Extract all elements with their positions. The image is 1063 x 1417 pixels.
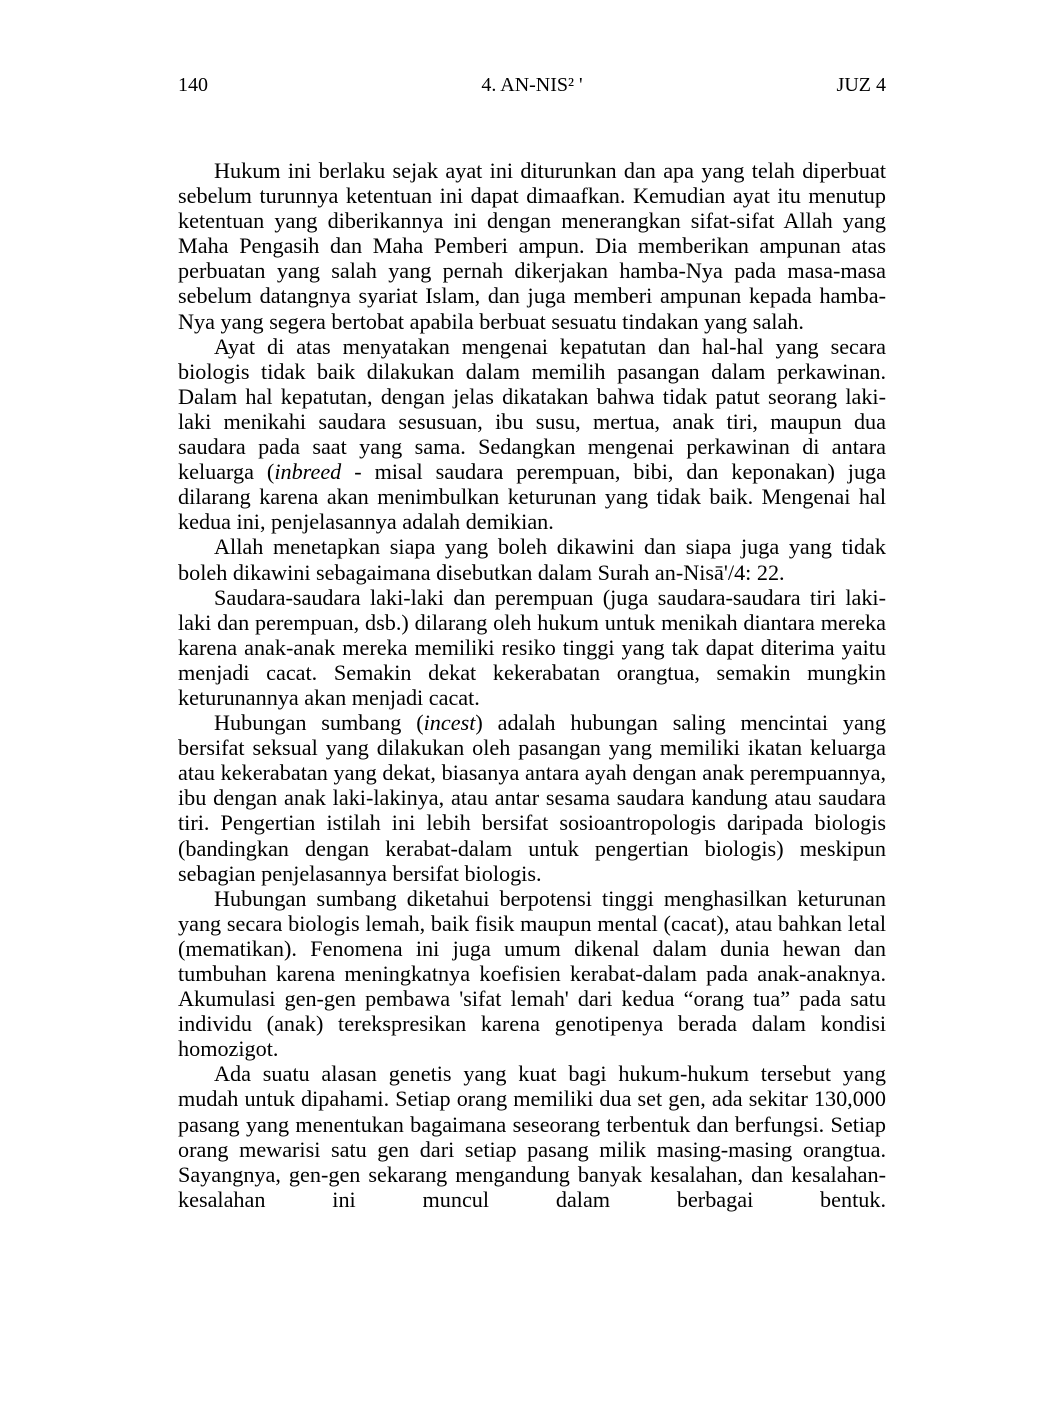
paragraph-1: Hukum ini berlaku sejak ayat ini diturunkan dan apa yang telah diperbuat sebelum turunnya ketentuan ini dapat dimaafkan. Kemudian ayat itu menutup ketentuan yang diberikannya ini dengan menerangkan sifat-sifat Allah yang Maha Pengasih dan Maha Pemberi ampun. Dia memberikan ampunan atas perbuatan yang salah yang pernah dikerjakan hamba-Nya pada masa-masa sebelum datangnya syariat Islam, dan juga memberi ampunan kepada hamba-Nya yang segera bertobat apabila berbuat sesuatu tindakan yang salah. [178,158,886,334]
paragraph-2 [178,334,886,535]
paragraph-3: Allah menetapkan siapa yang boleh dikawini dan siapa juga yang tidak boleh dikawini sebagaimana disebutkan dalam Surah an-Nisā'/4: 22. [178,534,886,585]
paragraph-5-text-after: ) adalah hubungan saling mencintai yang bersifat seksual yang dilakukan oleh pasangan yang memiliki ikatan keluarga atau kekerabatan yang dekat, biasanya antara ayah dengan anak perempuannya, ibu dengan anak laki-lakinya, atau antar sesama saudara kandung atau saudara tiri. Pengertian istilah ini lebih bersifat sosioantropologis daripada biologis (bandingkan dengan kerabat-dalam untuk pengertian biologis) meskipun sebagian penjelasannya bersifat biologis. [178,710,886,886]
paragraph-6: Hubungan sumbang diketahui berpotensi tinggi menghasilkan keturunan yang secara biologis lemah, baik fisik maupun mental (cacat), atau bahkan letal (mematikan). Fenomena ini juga umum dikenal dalam dunia hewan dan tumbuhan karena meningkatnya koefisien kerabat-dalam pada anak-anaknya. Akumulasi gen-gen pembawa 'sifat lemah' dari kedua “orang tua” pada satu individu (anak) terekspresikan karena genotipenya berada dalam kondisi homozigot. [178,885,886,1062]
body-text [178,158,886,1212]
paragraph-4: Saudara-saudara laki-laki dan perempuan (juga saudara-saudara tiri laki-laki dan perempuan, dsb.) dilarang oleh hukum untuk menikah diantara mereka karena anak-anak mereka memiliki resiko tinggi yang tak dapat diterima yaitu menjadi cacat. Semakin dekat kekerabatan orangtua, semakin mungkin keturunannya akan menjadi cacat. [178,584,886,710]
term-incest: incest [423,710,476,736]
paragraph-5-text-before: Hubungan sumbang ( [214,710,424,736]
paragraph-2-text-before: Ayat di atas menyatakan mengenai kepatutan dan hal-hal yang secara biologis tidak baik dilakukan dalam memilih pasangan dalam perkawinan. Dalam hal kepatutan, dengan jelas dikatakan bahwa tidak patut seorang laki-laki menikahi saudara sesusuan, ibu susu, mertua, anak tiri, maupun dua saudara pada saat yang sama. Sedangkan mengenai perkawinan di antara keluarga ( [178,333,886,485]
juz-label: JUZ 4 [836,74,886,96]
chapter-title: 4. AN-NIS² ' [481,74,583,96]
paragraph-7: Ada suatu alasan genetis yang kuat bagi hukum-hukum tersebut yang mudah untuk dipahami. Setiap orang memiliki dua set gen, ada sekitar 130,000 pasang yang menentukan bagaimana seseorang terbentuk dan berfungsi. Setiap orang mewarisi satu gen dari setiap pasang milik masing-masing orangtua. Sayangnya, gen-gen sekarang mengandung banyak kesalahan, dan kesalahan-kesalahan ini muncul dalam berbagai bentuk. [178,1061,886,1212]
page-number: 140 [178,74,208,96]
term-inbreed: inbreed [274,459,342,485]
running-header [178,70,886,100]
paragraph-5 [178,710,886,886]
paragraph-2-text-after: - misal saudara perempuan, bibi, dan keponakan) juga dilarang karena akan menimbulkan keturunan yang tidak baik. Mengenai hal kedua ini, penjelasannya adalah demikian. [178,459,886,535]
